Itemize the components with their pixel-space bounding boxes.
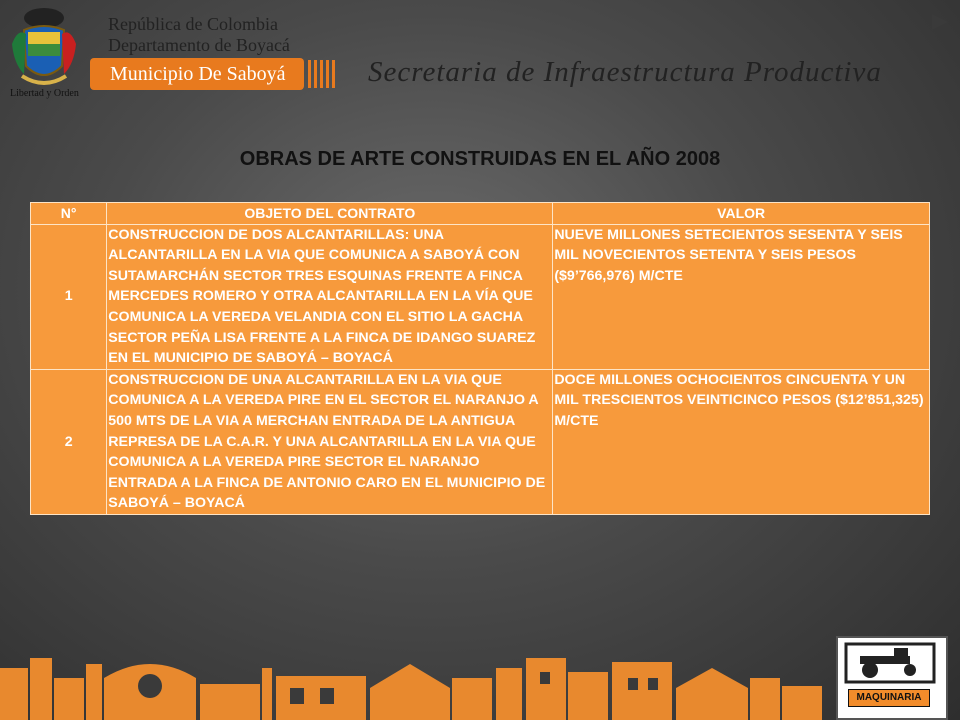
department-label: Departamento de Boyacá [108,35,290,55]
header-objeto: OBJETO DEL CONTRATO [107,203,553,225]
header [0,0,960,110]
page-title: OBRAS DE ARTE CONSTRUIDAS EN EL AÑO 2008 [239,148,721,170]
contracts-table [30,202,930,515]
header-number: N° [31,203,107,225]
roller-machine-icon [838,638,942,688]
table-header-row [31,203,930,225]
row-objeto: CONSTRUCCION DE DOS ALCANTARILLAS: UNA ALCANTARILLA EN LA VIA QUE COMUNICA A SABOYÁ CON SUTAMARCHÁN SECTOR TRES ESQUINAS FRENTE A FINCA MERCEDES ROMERO Y OTRA ALCANTARILLA EN LA VÍA QUE COMUNICA LA VEREDA VELANDIA CON EL SITIO LA GACHA SECTOR PEÑA LISA FRENTE A LA FINCA DE IDANGO SUAREZ EN EL MUNICIPIO DE SABOYÁ – BOYACÁ [107,224,553,369]
town-skyline-illustration [0,628,960,720]
row-number: 2 [31,369,107,514]
maquinaria-label: MAQUINARIA [848,689,930,707]
row-valor: DOCE MILLONES OCHOCIENTOS CINCUENTA Y UN MIL TRESCIENTOS VEINTICINCO PESOS ($12’851,325) M/CTE [553,369,930,514]
republic-label: República de Colombia [108,14,278,34]
government-title [108,14,290,56]
row-valor: NUEVE MILLONES SETECIENTOS SESENTA Y SEIS MIL NOVECIENTOS SETENTA Y SEIS PESOS ($9’766,976) M/CTE [553,224,930,369]
motto: Libertad y Orden [10,88,79,99]
slide-arrow-icon [892,4,952,40]
row-objeto: CONSTRUCCION DE UNA ALCANTARILLA EN LA VIA QUE COMUNICA A LA VEREDA PIRE EN EL SECTOR EL NARANJO A 500 MTS DE LA VIA A MERCHAN ENTRADA DE LA ANTIGUA REPRESA DE LA C.A.R. Y UNA ALCANTARILLA EN LA VIA QUE COMUNICA A LA VEREDA PIRE SECTOR EL NARANJO ENTRADA A LA FINCA DE ANTONIO CARO EN EL MUNICIPIO DE SABOYÁ – BOYACÁ [107,369,553,514]
municipio-label: Municipio De Saboyá [110,63,286,85]
table-row [31,369,930,514]
row-number: 1 [31,224,107,369]
maquinaria-logo [836,636,948,720]
header-valor: VALOR [553,203,930,225]
secretaria-label: Secretaria de Infraestructura Productiva [368,56,882,88]
table-row [31,224,930,369]
